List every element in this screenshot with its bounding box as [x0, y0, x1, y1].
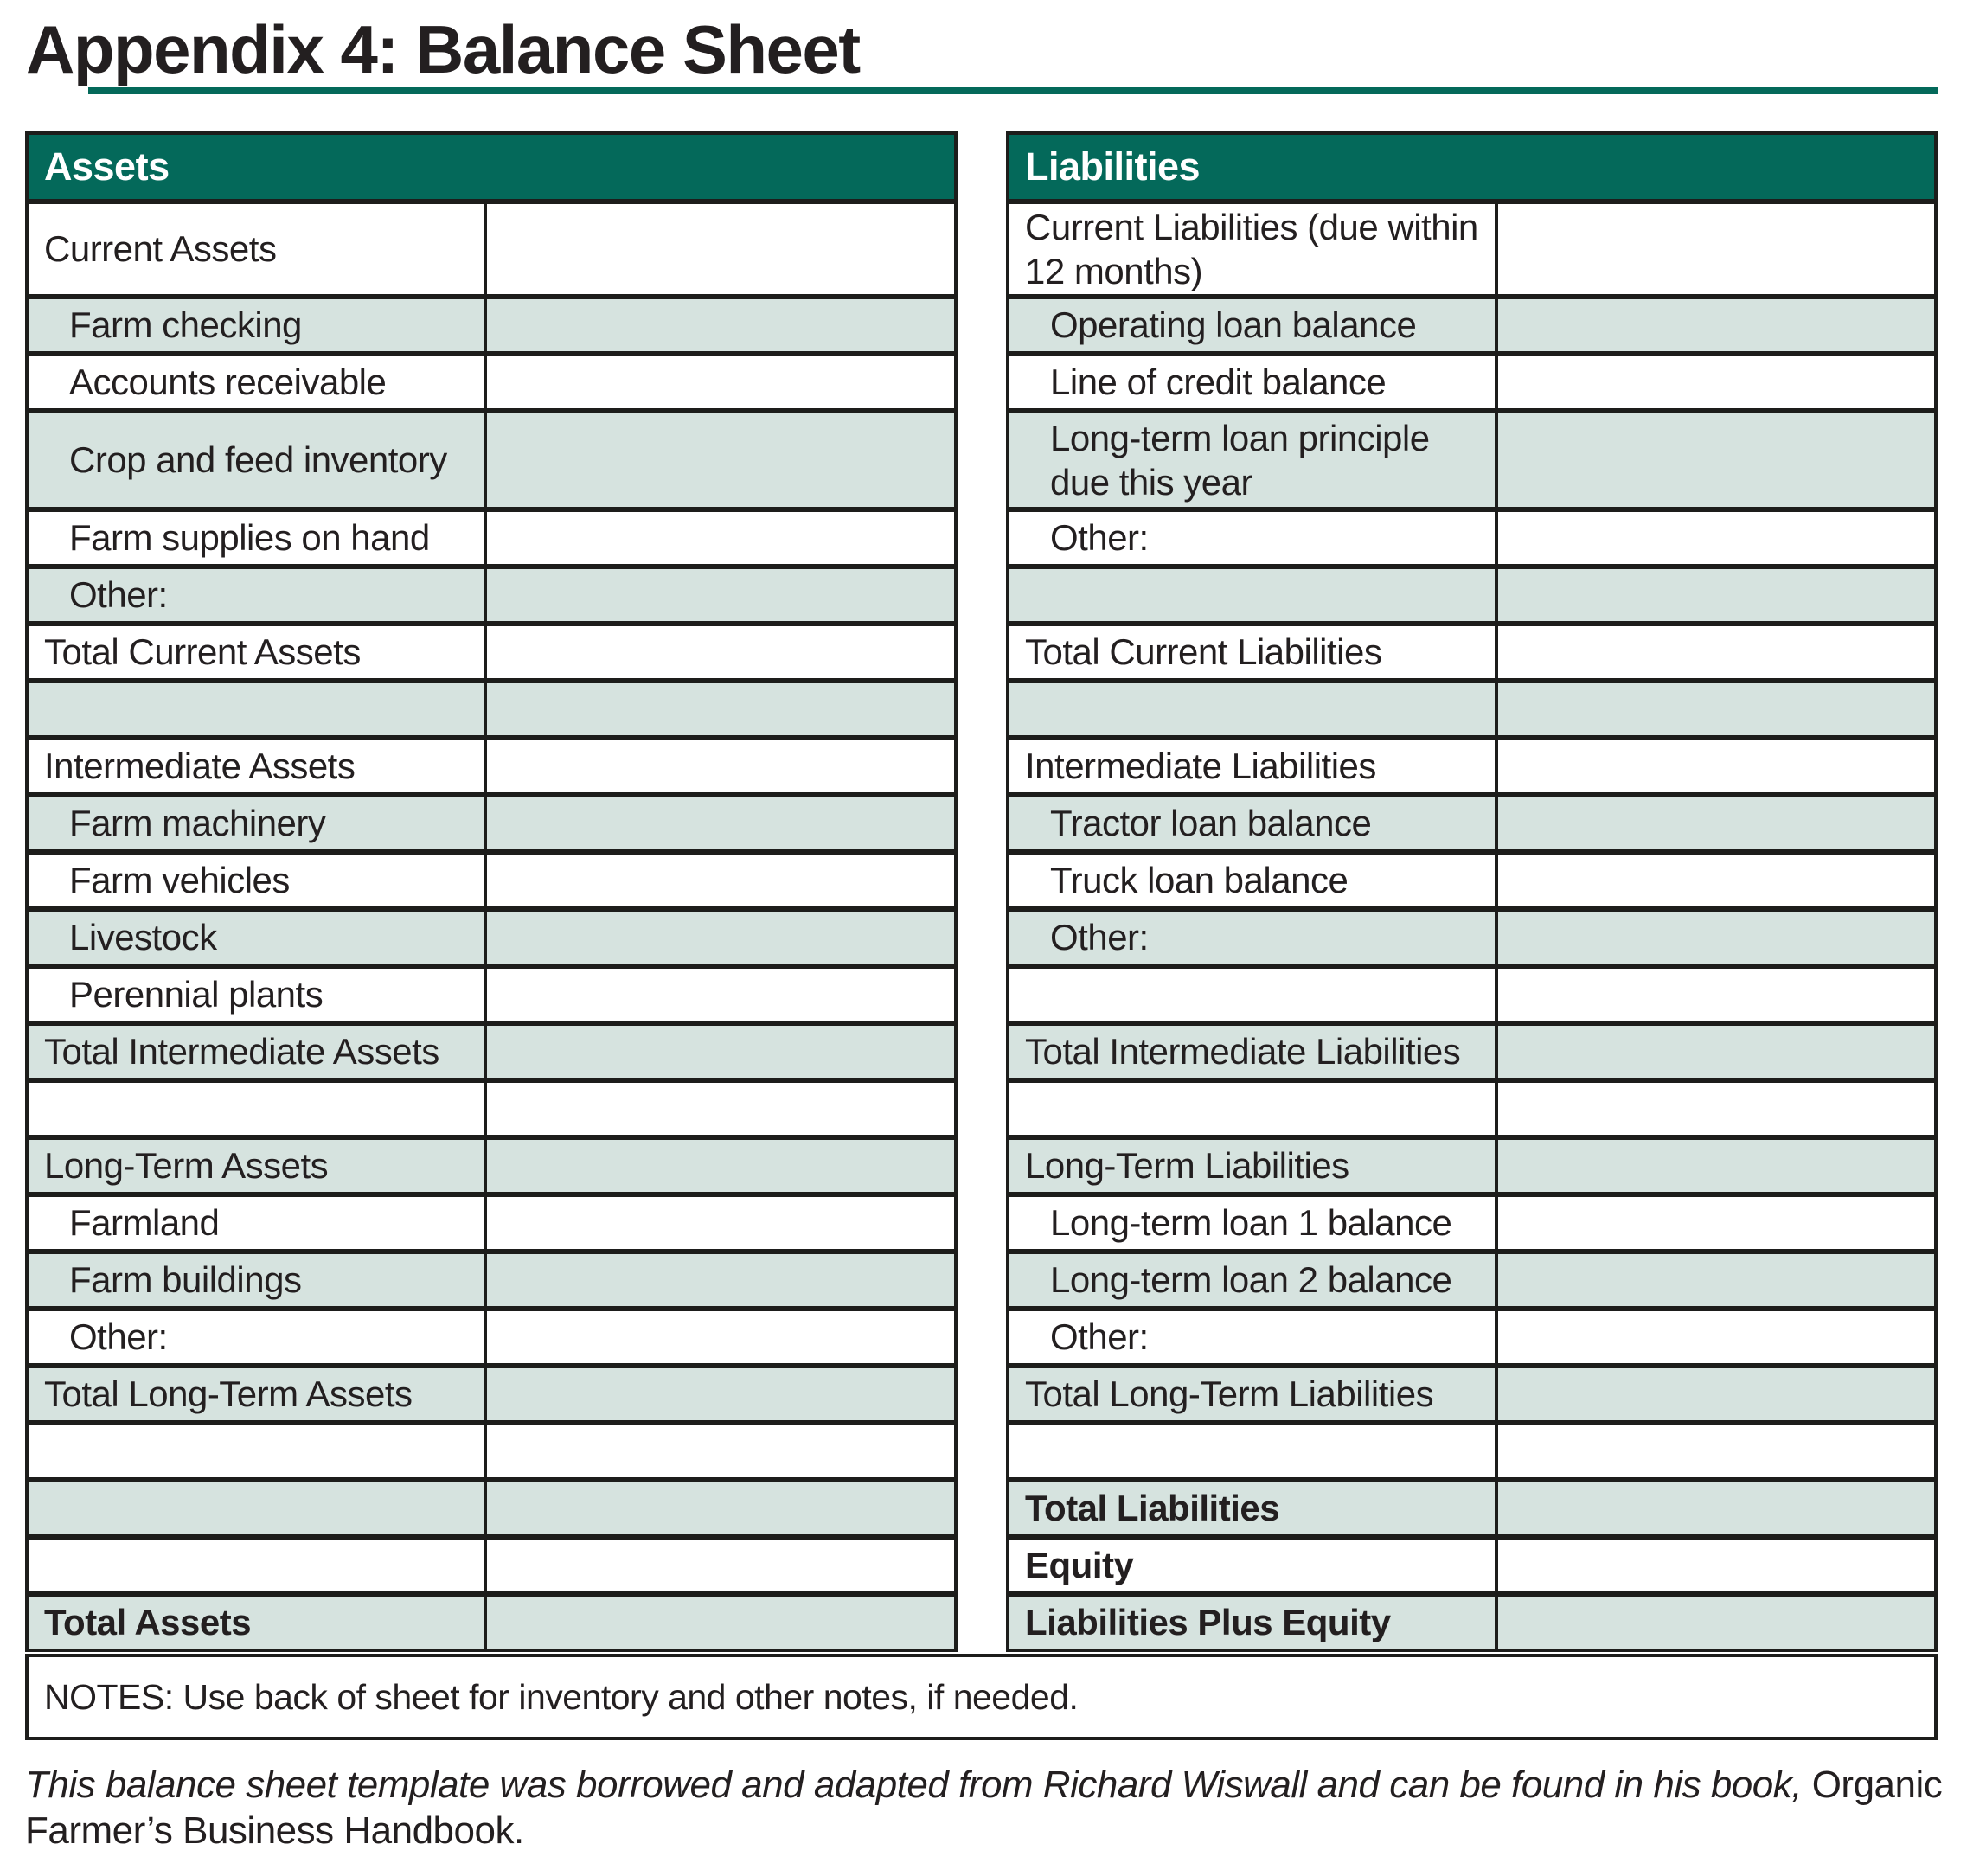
row-value-cell [1495, 1026, 1934, 1078]
row-value-cell [484, 683, 954, 735]
row-label: Total Long-Term Liabilities [1025, 1373, 1434, 1415]
row-label: Accounts receivable [69, 362, 387, 403]
table-row [29, 912, 954, 969]
row-label: Total Intermediate Assets [44, 1031, 439, 1072]
row-value-cell [484, 797, 954, 849]
table-row [29, 512, 954, 569]
table-row [29, 855, 954, 912]
row-value-cell [1495, 740, 1934, 792]
row-label [1009, 569, 1495, 621]
row-label [29, 1540, 484, 1591]
liabilities-table [1006, 131, 1938, 1652]
row-value-cell [1495, 1425, 1934, 1477]
row-value-cell [1495, 512, 1934, 564]
row-value-cell [484, 1311, 954, 1363]
liabilities-table-header-label: Liabilities [1025, 144, 1201, 189]
row-label: Other: [1050, 517, 1149, 559]
row-value-cell [484, 1026, 954, 1078]
row-label: Perennial plants [69, 974, 324, 1015]
row-label [29, 1425, 484, 1477]
assets-table [25, 131, 958, 1652]
row-label: Liabilities Plus Equity [1025, 1602, 1391, 1643]
row-label [1009, 683, 1495, 735]
row-label: Other: [1050, 917, 1149, 958]
row-value-cell [1495, 569, 1934, 621]
row-label: Farm checking [69, 304, 302, 346]
table-row [29, 740, 954, 797]
footer-book-title: Organic Farmer’s Business Handbook. [25, 1764, 1943, 1852]
row-value-cell [484, 1597, 954, 1649]
row-label [1009, 969, 1495, 1021]
row-value-cell [484, 855, 954, 906]
table-row [29, 1311, 954, 1368]
row-label: Other: [69, 574, 168, 616]
table-row [1009, 740, 1934, 797]
row-value-cell [1495, 1540, 1934, 1591]
table-row [29, 1425, 954, 1482]
row-value-cell [1495, 626, 1934, 678]
table-row [1009, 569, 1934, 626]
row-label: Total Liabilities [1025, 1488, 1280, 1529]
row-label [1009, 1425, 1495, 1477]
row-value-cell [484, 1540, 954, 1591]
row-value-cell [484, 1368, 954, 1420]
row-value-cell [1495, 855, 1934, 906]
table-row [29, 1197, 954, 1254]
row-label: Farm machinery [69, 803, 326, 844]
row-label: Farmland [69, 1202, 220, 1244]
table-row [29, 1540, 954, 1597]
table-row [29, 1368, 954, 1425]
row-label: Total Assets [44, 1602, 252, 1643]
row-label: Total Intermediate Liabilities [1025, 1031, 1461, 1072]
row-value-cell [1495, 683, 1934, 735]
table-row [1009, 1254, 1934, 1311]
row-value-cell [1495, 356, 1934, 408]
row-value-cell [484, 1197, 954, 1249]
table-row [1009, 1540, 1934, 1597]
table-row [29, 797, 954, 855]
row-value-cell [484, 626, 954, 678]
row-label: Long-Term Liabilities [1025, 1145, 1349, 1187]
row-label: Total Long-Term Assets [44, 1373, 413, 1415]
table-row [1009, 512, 1934, 569]
row-label: Total Current Liabilities [1025, 631, 1382, 673]
row-label: Long-term loan 2 balance [1050, 1259, 1452, 1301]
table-row [29, 356, 954, 413]
row-label: Long-term loan principle due this year [1050, 417, 1430, 503]
table-row [1009, 204, 1934, 299]
row-value-cell [1495, 969, 1934, 1021]
table-row [29, 299, 954, 356]
table-row [1009, 356, 1934, 413]
table-row [1009, 969, 1934, 1026]
row-label: Livestock [69, 917, 217, 958]
table-row [29, 1482, 954, 1540]
row-label: Long-term loan 1 balance [1050, 1202, 1452, 1244]
table-row [29, 569, 954, 626]
row-value-cell [484, 1254, 954, 1306]
table-row [1009, 299, 1934, 356]
row-label [1009, 1083, 1495, 1135]
row-label: Equity [1025, 1545, 1134, 1586]
row-value-cell [484, 1425, 954, 1477]
row-value-cell [1495, 1140, 1934, 1192]
table-row [1009, 1311, 1934, 1368]
row-value-cell [1495, 1083, 1934, 1135]
assets-table-header [29, 135, 954, 204]
assets-table-header-label: Assets [44, 144, 170, 189]
row-label: Intermediate Assets [44, 746, 356, 787]
row-value-cell [484, 1083, 954, 1135]
notes-box [25, 1654, 1938, 1740]
row-label: Current Liabilities (due within 12 months) [1025, 206, 1478, 291]
row-label: Farm buildings [69, 1259, 302, 1301]
table-row [1009, 1482, 1934, 1540]
row-value-cell [1495, 912, 1934, 964]
row-value-cell [484, 299, 954, 351]
row-value-cell [484, 740, 954, 792]
liabilities-table-header [1009, 135, 1934, 204]
row-value-cell [1495, 1482, 1934, 1534]
table-row [29, 1026, 954, 1083]
table-row [29, 1083, 954, 1140]
table-row [29, 1254, 954, 1311]
row-label: Long-Term Assets [44, 1145, 329, 1187]
row-label: Tractor loan balance [1050, 803, 1372, 844]
row-label: Current Assets [44, 228, 277, 270]
table-row [29, 413, 954, 512]
row-label: Truck loan balance [1050, 860, 1349, 901]
table-row [1009, 626, 1934, 683]
table-row [29, 626, 954, 683]
table-row [29, 683, 954, 740]
footer-attribution [25, 1763, 1971, 1854]
row-value-cell [1495, 299, 1934, 351]
table-row [1009, 1197, 1934, 1254]
table-row [1009, 912, 1934, 969]
table-row [29, 204, 954, 299]
row-value-cell [484, 512, 954, 564]
table-row [1009, 1597, 1934, 1649]
row-value-cell [1495, 1597, 1934, 1649]
title-rule [88, 87, 1938, 94]
table-row [1009, 797, 1934, 855]
row-label: Other: [69, 1316, 168, 1358]
assets-table-rows [29, 204, 954, 1649]
row-label: Line of credit balance [1050, 362, 1387, 403]
table-row [29, 1140, 954, 1197]
row-value-cell [1495, 1368, 1934, 1420]
row-label: Other: [1050, 1316, 1149, 1358]
row-value-cell [1495, 1197, 1934, 1249]
table-row [1009, 683, 1934, 740]
table-row [1009, 1083, 1934, 1140]
notes-text: NOTES: Use back of sheet for inventory and other notes, if needed. [44, 1676, 1079, 1717]
table-row [1009, 1368, 1934, 1425]
liabilities-table-rows [1009, 204, 1934, 1649]
table-row [1009, 1425, 1934, 1482]
row-value-cell [484, 969, 954, 1021]
row-label [29, 683, 484, 735]
table-row [29, 1597, 954, 1649]
row-label: Intermediate Liabilities [1025, 746, 1376, 787]
footer-attribution-text: This balance sheet template was borrowed and adapted from Richard Wiswall and can be found in his book, [25, 1764, 1802, 1806]
row-label [29, 1083, 484, 1135]
row-value-cell [484, 356, 954, 408]
row-label: Total Current Assets [44, 631, 361, 673]
table-row [1009, 1026, 1934, 1083]
page-title: Appendix 4: Balance Sheet [26, 11, 860, 87]
row-label: Crop and feed inventory [69, 439, 447, 481]
row-value-cell [1495, 413, 1934, 507]
table-row [1009, 855, 1934, 912]
row-value-cell [1495, 797, 1934, 849]
row-value-cell [484, 569, 954, 621]
row-value-cell [484, 413, 954, 507]
row-value-cell [484, 1482, 954, 1534]
row-label: Farm supplies on hand [69, 517, 430, 559]
table-row [1009, 1140, 1934, 1197]
row-value-cell [484, 204, 954, 294]
row-value-cell [484, 912, 954, 964]
table-row [29, 969, 954, 1026]
row-label: Farm vehicles [69, 860, 290, 901]
row-value-cell [484, 1140, 954, 1192]
row-value-cell [1495, 204, 1934, 294]
table-row [1009, 413, 1934, 512]
row-label [29, 1482, 484, 1534]
row-value-cell [1495, 1311, 1934, 1363]
row-label: Operating loan balance [1050, 304, 1417, 346]
row-value-cell [1495, 1254, 1934, 1306]
